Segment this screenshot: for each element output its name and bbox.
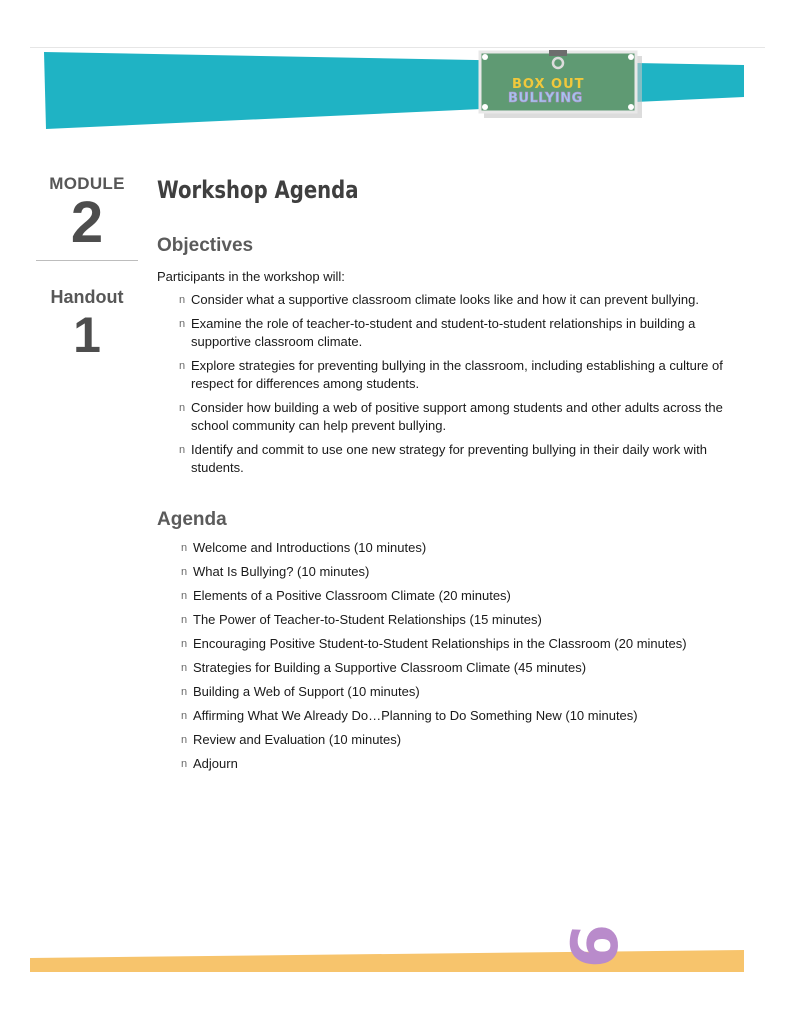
list-item [157,587,767,605]
objectives-heading: Objectives [157,235,254,256]
bullet-icon: n [181,614,188,626]
agenda-item-text: Building a Web of Support (10 minutes) [193,684,420,699]
list-item [157,563,767,581]
bullet-icon: n [181,710,188,722]
list-item [157,683,767,701]
list-item [157,659,767,677]
agenda-item-text: Welcome and Introductions (10 minutes) [193,540,427,555]
header-banner [0,0,791,140]
main-content [157,176,767,779]
objectives-intro: Participants in the workshop will: [157,269,345,284]
bullet-icon: n [179,294,186,306]
page-number: 6 [558,922,634,970]
list-item [157,441,767,477]
bullet-icon: n [181,662,188,674]
handout-number: 1 [73,307,101,363]
handout-label: Handout [50,287,124,307]
agenda-item-text: The Power of Teacher-to-Student Relationships (15 minutes) [193,612,542,627]
list-item [157,291,767,309]
page-title: Workshop Agenda [157,176,359,204]
bullet-icon: n [179,402,186,414]
agenda-list [157,539,767,773]
box-out-bullying-logo [478,50,642,118]
bullet-icon: n [181,542,188,554]
bullet-icon: n [181,638,188,650]
footer-banner [0,900,791,1000]
list-item [157,399,767,435]
bullet-icon: n [181,686,188,698]
bullet-icon: n [181,566,188,578]
list-item [157,611,767,629]
agenda-item-text: Review and Evaluation (10 minutes) [193,732,402,747]
list-item [157,707,767,725]
objective-text: Explore strategies for preventing bullying in the classroom, including establishing a culture of respect for differences among students. [191,358,723,391]
list-item [157,357,767,393]
module-label: MODULE [49,174,125,193]
list-item [157,731,767,749]
bullet-icon: n [179,318,186,330]
module-number: 2 [70,190,104,255]
agenda-item-text: Affirming What We Already Do…Planning to Do Something New (10 minutes) [193,708,638,723]
agenda-item-text: Encouraging Positive Student-to-Student Relationships in the Classroom (20 minutes) [193,636,687,651]
svg-text:BOX OUT: BOX OUT [512,77,585,92]
agenda-item-text: Adjourn [193,756,238,771]
objectives-list [157,291,767,477]
module-sidebar [36,174,138,363]
objective-text: Identify and commit to use one new strategy for preventing bullying in their daily work with students. [191,442,707,475]
list-item [157,755,767,773]
svg-text:BULLYING: BULLYING [508,91,583,106]
objective-text: Consider what a supportive classroom climate looks like and how it can prevent bullying. [191,292,699,307]
objective-text: Consider how building a web of positive support among students and other adults across the school community can help prevent bullying. [191,400,723,433]
list-item [157,315,767,351]
agenda-item-text: What Is Bullying? (10 minutes) [193,564,370,579]
bullet-icon: n [181,734,188,746]
orange-swoosh [30,950,744,972]
bullet-icon: n [179,444,186,456]
bullet-icon: n [179,360,186,372]
bullet-icon: n [181,590,188,602]
list-item [157,539,767,557]
list-item [157,635,767,653]
sidebar-divider [36,260,138,261]
objective-text: Examine the role of teacher-to-student and student-to-student relationships in building a supportive classroom climate. [191,316,696,349]
agenda-item-text: Elements of a Positive Classroom Climate (20 minutes) [193,588,511,603]
bullet-icon: n [181,758,188,770]
agenda-item-text: Strategies for Building a Supportive Classroom Climate (45 minutes) [193,660,587,675]
agenda-heading: Agenda [157,509,227,530]
